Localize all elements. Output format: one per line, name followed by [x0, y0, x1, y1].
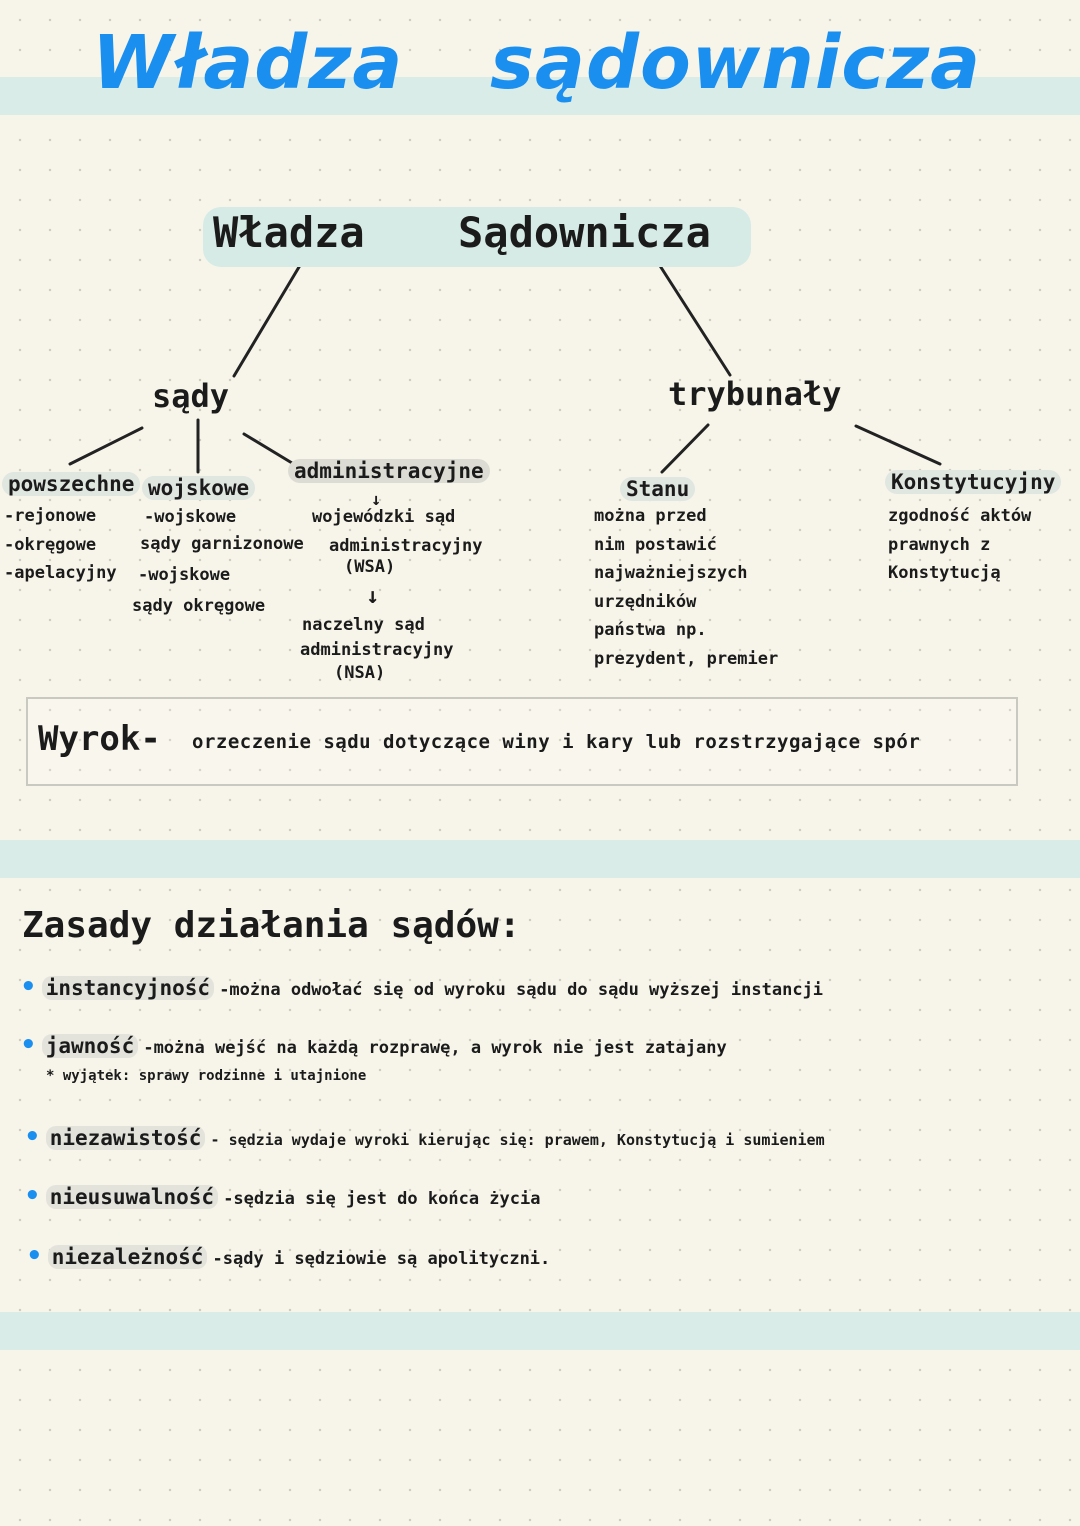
state-tribunal-line: prezydent, premier: [594, 648, 779, 669]
nsa-line-3: (NSA): [334, 663, 386, 683]
principle-term: jawność: [42, 1034, 139, 1058]
principle-term: nieusuwalność: [46, 1185, 218, 1209]
connector-courts-general: [70, 428, 142, 464]
connector-root-courts: [234, 262, 302, 376]
principle-text: - sędzia wydaje wyroki kierując się: prawem, Konstytucją i sumieniem: [210, 1131, 825, 1149]
admin-arrow2-icon: ↓: [366, 584, 380, 609]
general-courts-list: [4, 502, 117, 588]
bullet-icon: •: [26, 1241, 43, 1271]
military-court-item-3: -wojskowe: [138, 565, 231, 585]
military-court-item-1: -wojskowe: [144, 507, 237, 527]
constitutional-tribunal-line: Konstytucją: [888, 563, 1001, 583]
page-title-right: sądownicza: [490, 20, 982, 106]
bullet-icon: •: [24, 1122, 41, 1152]
principles-title: Zasady działania sądów:: [22, 905, 521, 946]
state-tribunal-line: najważniejszych: [594, 563, 748, 583]
principle-text: -można odwołać się od wyroku sądu do sądu wyższej instancji: [219, 980, 824, 1000]
state-tribunal-line: państwa np.: [594, 620, 707, 640]
verdict-term: Wyrok-: [38, 719, 161, 759]
nsa-line-1: naczelny sąd: [302, 615, 425, 635]
general-court-item: -apelacyjny: [4, 563, 117, 583]
footer-band: [0, 1312, 1080, 1350]
military-courts-label: wojskowe: [142, 476, 255, 500]
connector-tribunals-state: [662, 425, 708, 472]
constitutional-tribunal-desc: [888, 502, 1031, 588]
principle-term: instancyjność: [42, 976, 214, 1000]
principle-item: [24, 1122, 825, 1152]
principle-item: [26, 1241, 550, 1271]
constitutional-tribunal-label: Konstytucyjny: [885, 470, 1061, 494]
general-court-item: -rejonowe: [4, 506, 97, 526]
bullet-icon: •: [20, 1030, 37, 1060]
admin-arrow-icon: ↓: [371, 490, 382, 510]
military-court-item-2: sądy garnizonowe: [140, 534, 304, 554]
connector-courts-admin: [244, 434, 292, 463]
section-band: [0, 840, 1080, 878]
wsa-block: [312, 503, 455, 532]
constitutional-tribunal-line: zgodność aktów: [888, 506, 1032, 526]
page-title-left: Władza: [92, 20, 404, 106]
principle-term: niezależność: [48, 1245, 208, 1269]
principle-item: [20, 972, 823, 1002]
state-tribunal-line: urzędników: [594, 591, 697, 612]
principle-item: [20, 1030, 727, 1060]
principle-note: * wyjątek: sprawy rodzinne i utajnione: [46, 1068, 367, 1084]
bullet-icon: •: [20, 972, 37, 1002]
state-tribunal-desc: [594, 502, 778, 673]
constitutional-tribunal-line: prawnych z: [888, 534, 991, 555]
general-court-item: -okręgowe: [4, 534, 97, 555]
wsa-line-3: (WSA): [344, 557, 396, 577]
principle-item: [24, 1181, 540, 1211]
root-node-right: Sądownicza: [458, 208, 711, 257]
wsa-line: wojewódzki sąd: [312, 507, 456, 527]
verdict-definition: orzeczenie sądu dotyczące winy i kary lub rozstrzygające spór: [192, 731, 921, 753]
nsa-line-2: administracyjny: [300, 640, 454, 660]
root-node-left: Władza: [213, 208, 365, 257]
bullet-icon: •: [24, 1181, 41, 1211]
state-tribunal-line: nim postawić: [594, 534, 717, 555]
admin-courts-label: administracyjne: [288, 459, 490, 483]
tribunals-node: trybunały: [668, 375, 842, 413]
state-tribunal-label: Stanu: [620, 477, 695, 501]
principle-text: -można wejść na każdą rozprawę, a wyrok nie jest zatajany: [143, 1038, 727, 1058]
courts-node: sądy: [152, 377, 230, 415]
principle-text: -sądy i sędziowie są apolityczni.: [212, 1249, 551, 1269]
connector-root-tribunals: [655, 258, 730, 375]
state-tribunal-line: można przed: [594, 506, 707, 526]
wsa-line-2: administracyjny: [329, 536, 483, 556]
principle-term: niezawistość: [46, 1126, 206, 1150]
principle-text: -sędzia się jest do końca życia: [223, 1189, 541, 1209]
general-courts-label: powszechne: [2, 472, 140, 496]
military-court-item-4: sądy okręgowe: [132, 596, 266, 616]
connector-tribunals-constitutional: [856, 426, 940, 464]
